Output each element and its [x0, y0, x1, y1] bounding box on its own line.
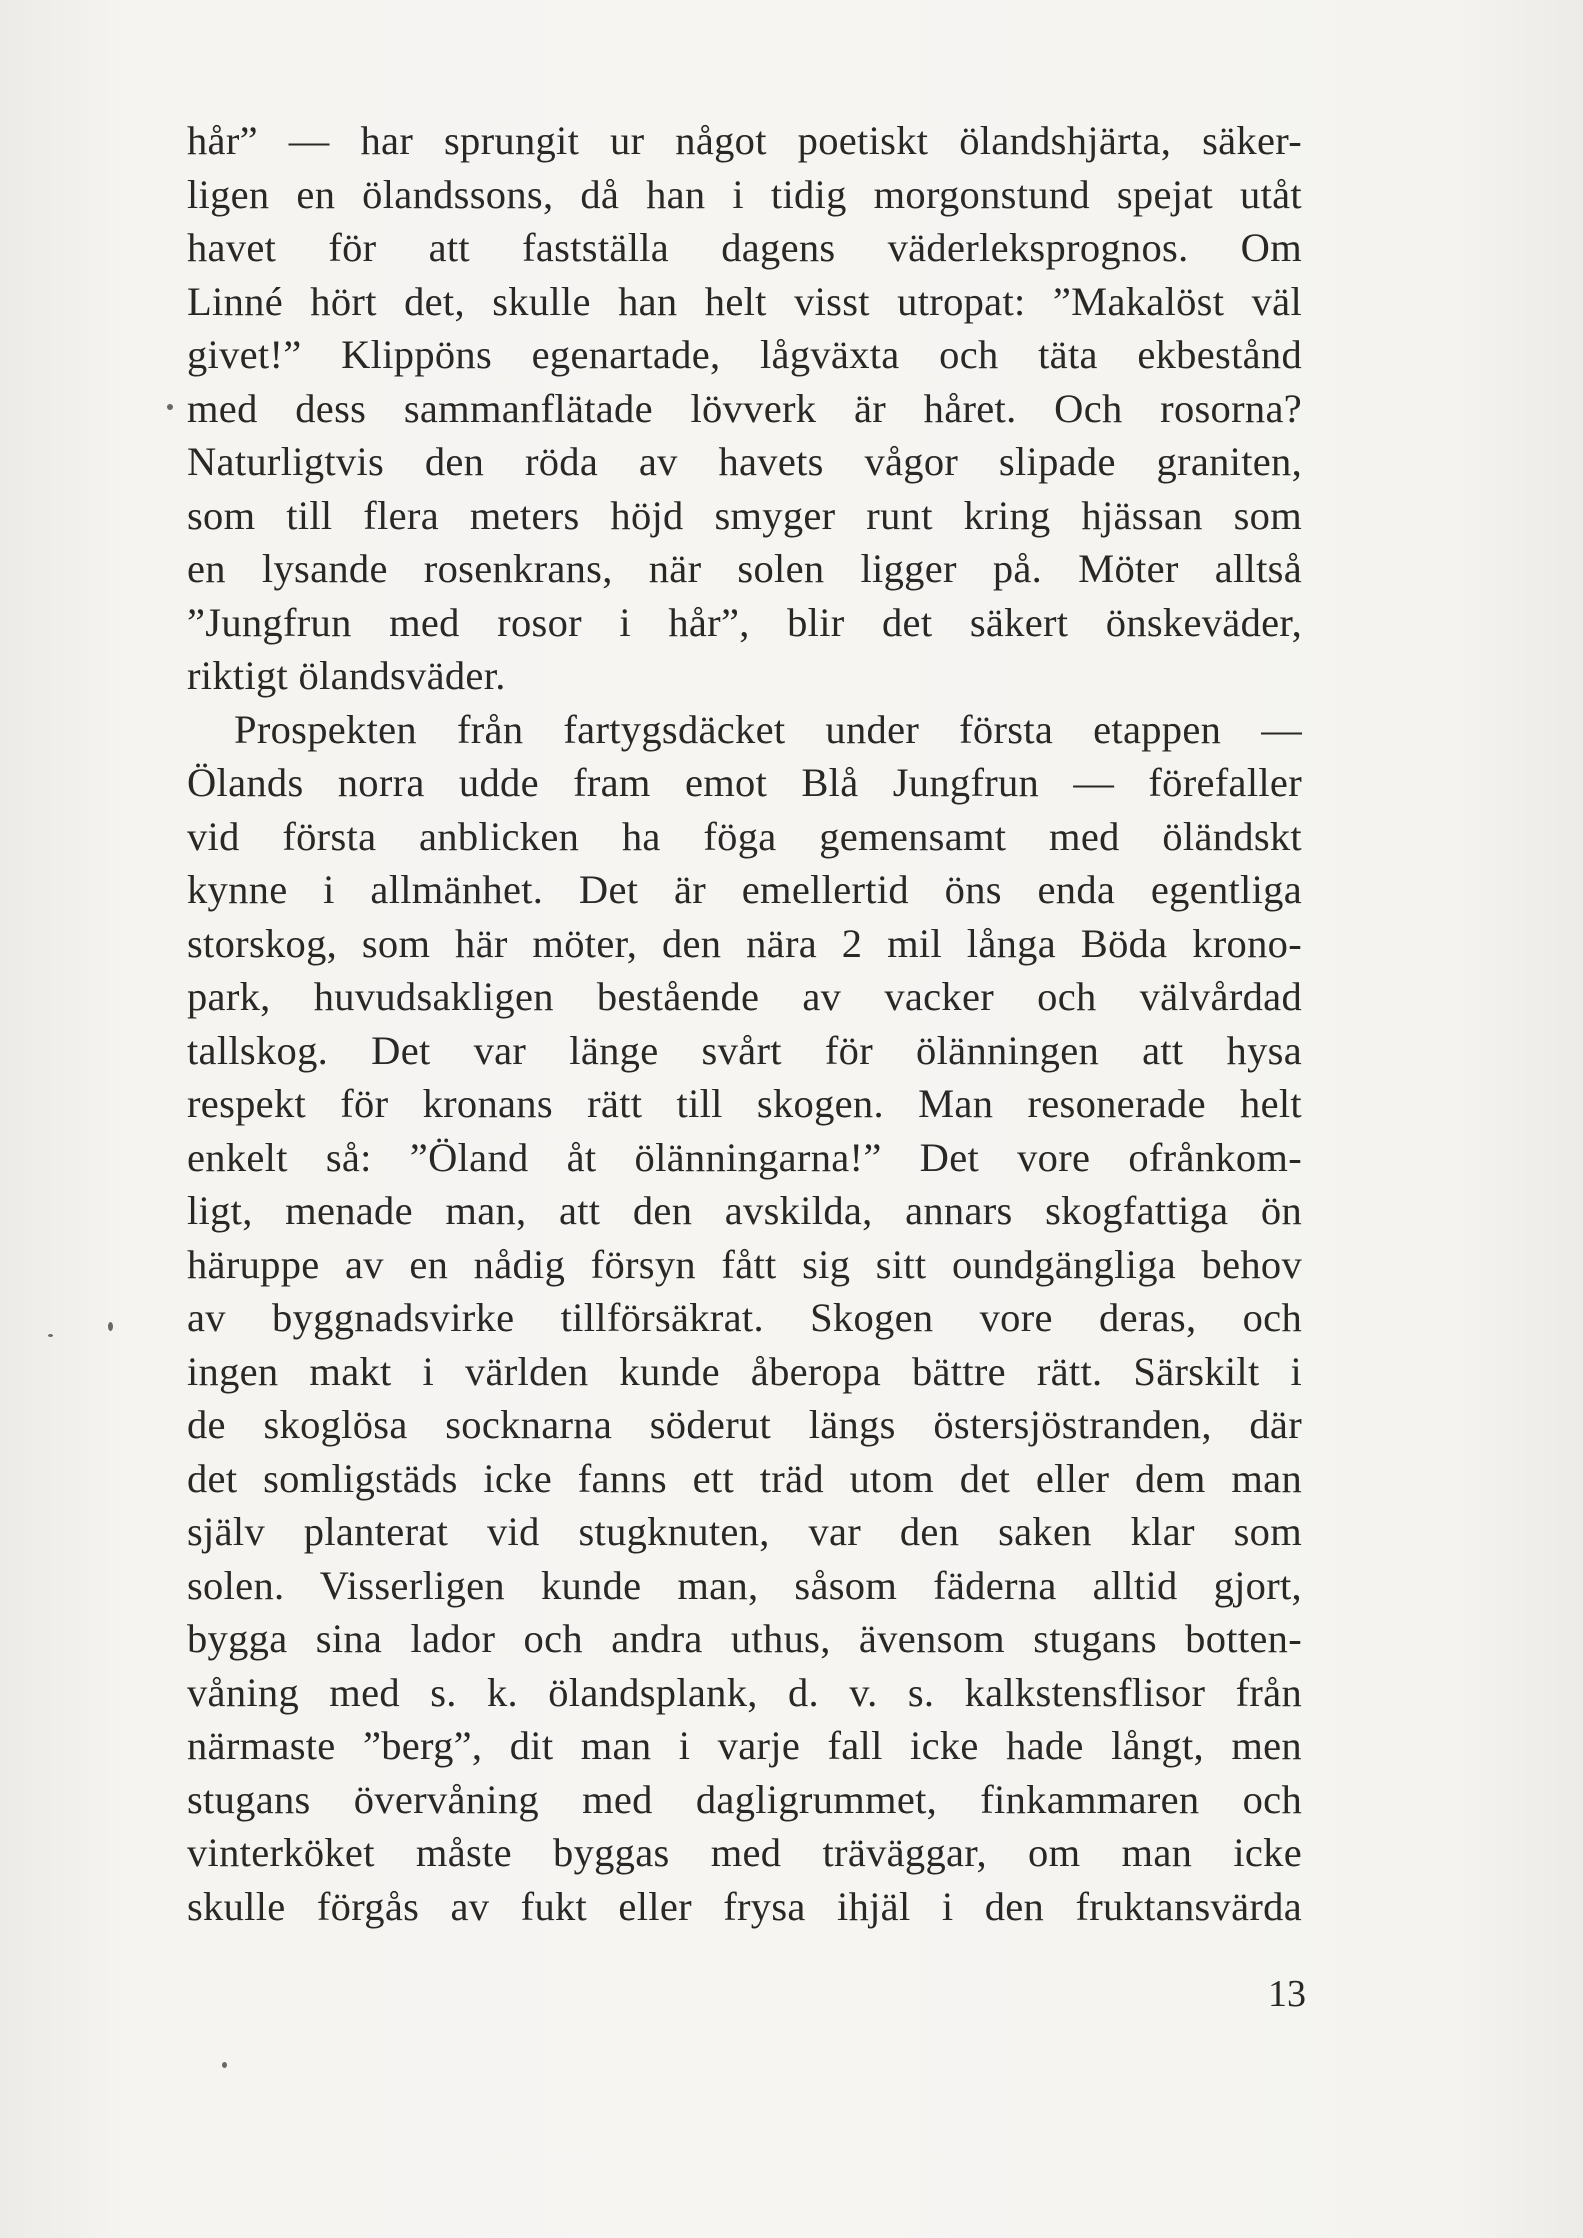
text-line: häruppe av en nådig försyn fått sig sitt oundgängliga behov — [187, 1241, 1302, 1287]
paper-speck — [167, 404, 173, 410]
text-line: en lysande rosenkrans, när solen ligger på. Möter alltså — [187, 546, 1302, 591]
text-line: Ölands norra udde fram emot Blå Jungfrun — förefaller — [187, 760, 1302, 805]
text-line: givet!” Klippöns egenartade, lågväxta och täta ekbestånd — [187, 332, 1302, 377]
text-line: Prospekten från fartygsdäcket under första etappen — — [234, 706, 1302, 752]
text-line: stugans övervåning med dagligrummet, finkammaren och — [187, 1776, 1302, 1822]
text-line: hår” — har sprungit ur något poetiskt ölandshjärta, säker- — [187, 118, 1302, 163]
text-line: havet för att fastställa dagens väderleksprognos. Om — [187, 225, 1302, 270]
text-line — [187, 1933, 1302, 1987]
text-line: riktigt ölandsväder. — [187, 653, 506, 698]
text-line: park, huvudsakligen bestående av vacker och välvårdad — [187, 974, 1302, 1019]
text-line: själv planterat vid stugknuten, var den saken klar som — [187, 1509, 1302, 1554]
text-line: kynne i allmänhet. Det är emellertid öns enda egentliga — [187, 867, 1302, 912]
text-line: Naturligtvis den röda av havets vågor slipade graniten, — [187, 439, 1302, 484]
paper-speck — [108, 1322, 113, 1331]
paragraph-1 — [187, 114, 1302, 703]
text-line: ingen makt i världen kunde åberopa bättre rätt. Särskilt i — [187, 1348, 1302, 1394]
text-line: de skoglösa socknarna söderut längs östersjöstranden, där — [187, 1402, 1302, 1447]
page-number: 13 — [1268, 1973, 1306, 2015]
text-line: storskog, som här möter, den nära 2 mil långa Böda krono- — [187, 920, 1302, 966]
text-line: som till flera meters höjd smyger runt kring hjässan som — [187, 492, 1302, 538]
text-line: ligt, menade man, att den avskilda, annars skogfattiga ön — [187, 1188, 1302, 1233]
paper-speck — [48, 1334, 53, 1337]
text-line: det somligstäds icke fanns ett träd utom det eller dem man — [187, 1455, 1302, 1501]
text-line: ”Jungfrun med rosor i hår”, blir det säkert önskeväder, — [187, 599, 1302, 645]
text-line: bygga sina lador och andra uthus, ävensom stugans botten- — [187, 1616, 1302, 1661]
text-line: ligen en ölandssons, då han i tidig morgonstund spejat utåt — [187, 171, 1302, 217]
text-line: med dess sammanflätade lövverk är håret. Och rosorna? — [187, 385, 1302, 431]
text-line: våning med s. k. ölandsplank, d. v. s. kalkstensflisor från — [187, 1669, 1302, 1715]
body-text — [187, 114, 1302, 1987]
paragraph-2 — [187, 703, 1302, 1987]
text-line: vid första anblicken ha föga gemensamt med öländskt — [187, 813, 1302, 859]
text-line: solen. Visserligen kunde man, såsom fäderna alltid gjort, — [187, 1562, 1302, 1608]
text-line: tallskog. Det var länge svårt för ölänningen att hysa — [187, 1027, 1302, 1073]
text-line: av byggnadsvirke tillförsäkrat. Skogen vore deras, och — [187, 1295, 1302, 1340]
text-line: enkelt så: ”Öland åt ölänningarna!” Det vore ofrånkom- — [187, 1134, 1302, 1180]
text-line: närmaste ”berg”, dit man i varje fall icke hade långt, men — [187, 1723, 1302, 1768]
text-line: respekt för kronans rätt till skogen. Man resonerade helt — [187, 1081, 1302, 1126]
text-line: Linné hört det, skulle han helt visst utropat: ”Makalöst väl — [187, 278, 1302, 324]
text-line: skulle förgås av fukt eller frysa ihjäl i den fruktansvärda — [187, 1883, 1302, 1929]
text-line: vinterköket måste byggas med träväggar, om man icke — [187, 1830, 1302, 1875]
paper-speck — [222, 2062, 227, 2068]
